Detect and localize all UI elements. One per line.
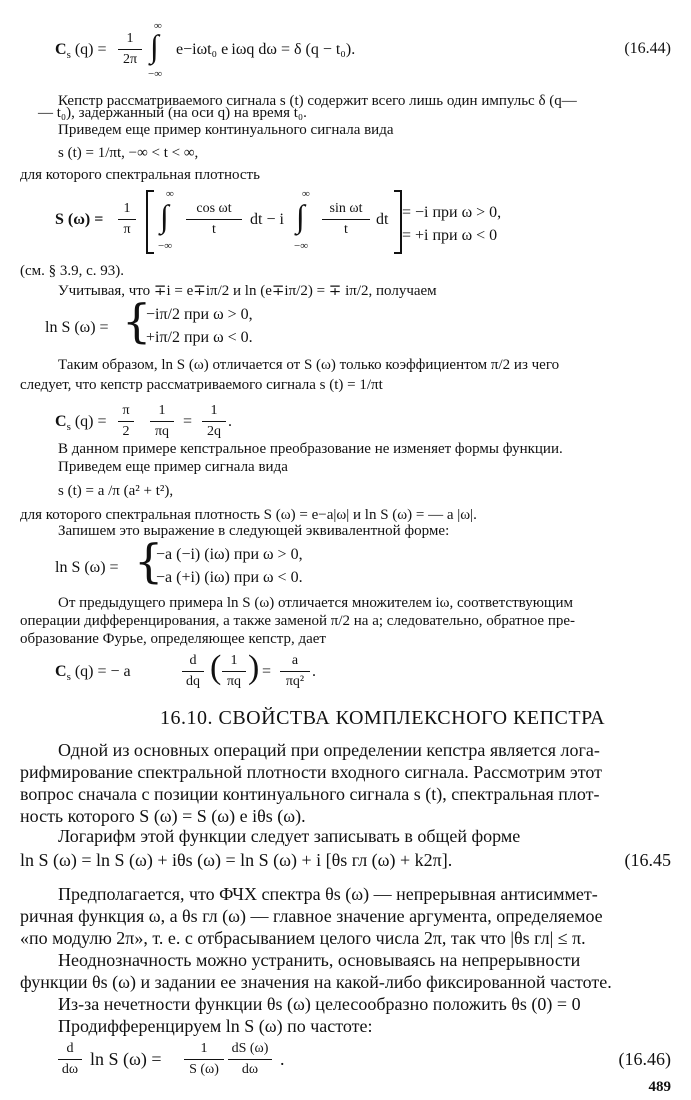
paragraph-line: рифмирование спектральной плотности входного сигнала. Рассмотрим этот [20,762,602,782]
equation-signal: s (t) = 1/πt, −∞ < t < ∞, [58,145,199,161]
fraction: dS (ω) dω [228,1040,272,1079]
section-heading: 16.10. СВОЙСТВА КОМПЛЕКСНОГО КЕПСТРА [160,707,606,729]
eq-body: e−iωt₀ e iωq dω = δ (q − t₀). [176,41,356,58]
right-bracket [394,190,402,254]
document-page: $C_s$ (q) = 1 2π ∞ ∫ −∞ e−iωt₀ e iωq dω = δ (q − t₀). (16.44) Кепстр рассматриваемого сигнала s (t) содержит всего лишь один импульс δ (q— — t₀), задержанный (на оси q) на время t₀. Приведем еще пример континуального сигнала вида s (t) = 1/πt, −∞ < t < ∞, для которого спектральная плотность S (ω) = 1 π ∞ ∫ −∞ cos ωt t dt − i ∞ ∫ −∞ sin ωt t dt = −i при ω > 0, = +i при ω < 0 (см. § 3.9, с. 93). Учитывая, что ∓i = e∓iπ/2 и ln (e∓iπ/2) = ∓ iπ/2, получаем ln S (ω) = { −iπ/2 при ω > 0, +iπ/2 при ω < 0. Таким образом, ln S (ω) отличается от S (ω) только коэффициентом π/2 из чего следует, что кепстр рассматриваемого сигнала s (t) = 1/πt $C_s$ (q) = π 2 1 πq = 1 2q . В данном примере кепстральное преобразование не изменяет формы функции. Приведем еще пример сигнала вида s (t) = a /π (a² + t²), для которого спектральная плотность S (ω) = e−a|ω| и ln S (ω) = — a |ω|. Запишем это выражение в следующей эквивалентной форме: ln S (ω) = { −a (−i) (iω) при ω > 0, −a (+i) (iω) при ω < 0. От предыдущего примера ln S (ω) отличается множителем iω, соответствующим операции дифференцирования, а также заменой π/2 на a; следовательно, обратное пре- образование Фурье, определяющее кепстр, дает $C_s$ (q) = − a d dq ( 1 πq ) = a πq² . 16.10. СВОЙСТВА КОМПЛЕКСНОГО КЕПСТРА Одной из основных операций при определении кепстра является лога- рифмирование спектральной плотности входного сигнала. Рассмотрим этот вопрос сначала с позиции континуального сигнала s (t), спектральная плот- ность которого S (ω) = S (ω) e iθs (ω). Логарифм этой функции следует записывать в общей форме ln S (ω) = ln S (ω) + iθs (ω) = ln S (ω) + i [θs гл (ω) + k2π]. (16.45 Предполагается, что ФЧХ спектра θs (ω) — непрерывная антисиммет- ричная функция ω, а θs гл (ω) — главное значение аргумента, определяемое «по модулю 2π», т. е. с отбрасыванием целого числа 2π, так что |θs гл| ≤ π. Неоднозначность можно устранить, основываясь на непрерывности функции θs (ω) и задании ее значения на какой-либо фиксированной частоте. Из-за нечетности функции θs (ω) целесообразно положить θs (0) = 0 Продифференцируем ln S (ω) по частоте: d dω ln S (ω) = 1 S (ω) dS (ω) dω . (16.46) 489 [20,20,671,1095]
paragraph-line: Логарифм этой функции следует записывать в общей форме [58,826,521,846]
paragraph-line: ричная функция ω, а θs гл (ω) — главное значение аргумента, определяемое [20,906,603,926]
paragraph-line: Продифференцируем ln S (ω) по частоте: [58,1016,373,1036]
equation-number: (16.44) [624,40,671,57]
fraction: 1 π [118,200,136,239]
integral-lower-limit: −∞ [148,68,163,80]
fraction: 1 2π [118,30,142,69]
brace: { [134,534,164,588]
paragraph-line: для которого спектральная плотность [20,167,260,183]
eq-body: ln S (ω) = ln S (ω) + iθs (ω) = ln S (ω) + i [θs гл (ω) + k2π]. [20,850,453,870]
fraction: cos ωt t [186,200,242,239]
fraction: d dω [58,1040,82,1079]
paragraph-line: ность которого S (ω) = S (ω) e iθs (ω). [20,806,306,826]
paragraph-line: Приведем еще пример сигнала вида [58,459,288,475]
paragraph-line: Учитывая, что ∓i = e∓iπ/2 и ln (e∓iπ/2) = ∓ iπ/2, получаем [58,283,437,299]
eq-lhs: S (ω) = [55,211,104,228]
paragraph-line: для которого спектральная плотность S (ω) = e−a|ω| и ln S (ω) = — a |ω|. [20,507,477,523]
fraction: a πq² [280,652,310,691]
brace: { [122,294,152,348]
page-number: 489 [648,1079,671,1095]
fraction: 1 πq [150,402,174,441]
fraction: π 2 [118,402,134,441]
integral-upper-limit: ∞ [154,20,162,32]
paragraph-line: В данном примере кепстральное преобразование не изменяет формы функции. [58,441,563,457]
paragraph-line: Неоднозначность можно устранить, основываясь на непрерывности [58,950,581,970]
paragraph-line: Предполагается, что ФЧХ спектра θs (ω) — непрерывная антисиммет- [58,884,598,904]
fraction: sin ωt t [322,200,370,239]
fraction: d dq [182,652,204,691]
equation-signal: s (t) = a /π (a² + t²), [58,483,174,499]
paragraph-line: Запишем это выражение в следующей эквивалентной форме: [58,523,450,539]
paragraph-line: Таким образом, ln S (ω) отличается от S (ω) только коэффициентом π/2 из чего [58,357,560,373]
paragraph-line: Приведем еще пример континуального сигнала вида [58,122,394,138]
eq-lhs-symbol: C [55,41,67,58]
eq-lhs-subscript: s [66,49,71,62]
equation-number: (16.46) [618,1049,671,1069]
paragraph-line: функции θs (ω) и задании ее значения на какой-либо фиксированной частоте. [20,972,612,992]
paragraph-line: следует, что кепстр рассматриваемого сигнала s (t) = 1/πt [20,377,383,393]
paragraph-line: От предыдущего примера ln S (ω) отличается множителем iω, соответствующим [58,595,573,611]
paragraph-line: операции дифференцирования, а также заменой π/2 на a; следовательно, обратное пре- [20,613,575,629]
fraction: 1 S (ω) [184,1040,224,1079]
paragraph-line: «по модулю 2π», т. е. с отбрасыванием целого числа 2π, так что |θs гл| ≤ π. [20,928,586,948]
eq-lhs-arg: (q) = [70,41,107,58]
paragraph-line: образование Фурье, определяющее кепстр, дает [20,631,326,647]
integral-sign: ∫ [296,198,305,234]
paragraph-line: Одной из основных операций при определении кепстра является лога- [58,740,600,760]
paragraph-line: (см. § 3.9, с. 93). [20,263,125,279]
fraction: 1 2q [202,402,226,441]
left-bracket [146,190,154,254]
equation-number: (16.45 [624,850,671,870]
paragraph-line: Из-за нечетности функции θs (ω) целесообразно положить θs (0) = 0 [58,994,581,1014]
integral-sign: ∫ [160,198,169,234]
fraction: 1 πq [222,652,246,691]
paragraph-line: вопрос сначала с позиции континуального сигнала s (t), спектральная плот- [20,784,600,804]
paragraph-line: Кепстр рассматриваемого сигнала s (t) содержит всего лишь один импульс δ (q— [58,93,577,109]
integral-sign: ∫ [150,28,159,64]
paragraph-line: — t₀), задержанный (на оси q) на время t₀. [38,105,307,121]
